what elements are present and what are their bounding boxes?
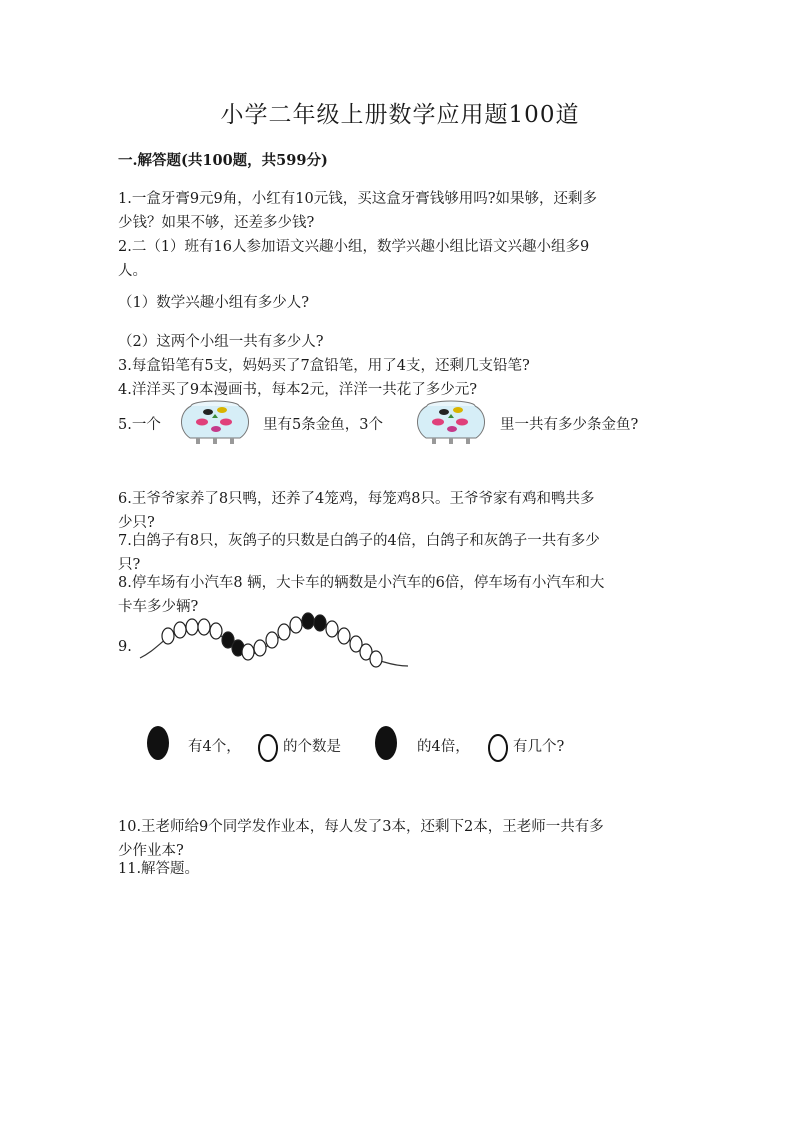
question-2-sub-1: （1）数学兴趣小组有多少人? — [118, 295, 309, 311]
question-2-line-2: 人。 — [118, 263, 147, 279]
question-9-part-1: 有4个， — [188, 739, 241, 755]
question-5-part-3: 里一共有多少条金鱼? — [500, 417, 639, 433]
question-1-line-1: 1.一盒牙膏9元9角，小红有10元钱，买这盒牙膏钱够用吗?如果够，还剩多 — [118, 191, 598, 207]
white-bead — [254, 640, 266, 656]
white-bead — [198, 619, 210, 635]
black-bead — [314, 615, 326, 631]
question-3: 3.每盒铅笔有5支，妈妈买了7盒铅笔，用了4支，还剩几支铅笔? — [118, 358, 530, 374]
question-9-number: 9. — [118, 639, 132, 655]
question-4: 4.洋洋买了9本漫画书，每本2元，洋洋一共花了多少元? — [118, 382, 478, 398]
white-bead — [186, 619, 198, 635]
section-heading: 一.解答题(共100题，共599分) — [118, 152, 328, 169]
white-bead — [290, 617, 302, 633]
question-2-sub-2: （2）这两个小组一共有多少人? — [118, 334, 324, 350]
white-bead — [174, 622, 186, 638]
white-bead — [242, 644, 254, 660]
question-7-line-1: 7.白鸽子有8只，灰鸽子的只数是白鸽子的4倍，白鸽子和灰鸽子一共有多少 — [118, 533, 600, 549]
white-bead — [266, 632, 278, 648]
white-bead — [326, 621, 338, 637]
question-2-line-1: 2.二（1）班有16人参加语文兴趣小组，数学兴趣小组比语文兴趣小组多9 — [118, 239, 590, 255]
white-bead — [210, 623, 222, 639]
page-title: 小学二年级上册数学应用题100道 — [220, 102, 580, 128]
black-bead-icon — [373, 723, 399, 763]
question-10-line-1: 10.王老师给9个同学发作业本，每人发了3本，还剩下2本，王老师一共有多 — [118, 819, 604, 835]
question-9-part-2: 的个数是 — [283, 739, 341, 755]
question-5-part-1: 5.一个 — [118, 417, 161, 433]
question-8-line-2: 卡车多少辆? — [118, 599, 199, 615]
question-6-line-2: 少只? — [118, 515, 155, 531]
fish-tank-icon — [412, 398, 490, 446]
white-bead — [278, 624, 290, 640]
question-8-line-1: 8.停车场有小汽车8 辆，大卡车的辆数是小汽车的6倍，停车场有小汽车和大 — [118, 575, 605, 591]
question-1-line-2: 少钱？如果不够，还差多少钱? — [118, 215, 315, 231]
black-bead-icon — [145, 723, 171, 763]
white-bead — [338, 628, 350, 644]
fish-tank-icon — [176, 398, 254, 446]
question-6-line-1: 6.王爷爷家养了8只鸭，还养了4笼鸡，每笼鸡8只。王爷爷家有鸡和鸭共多 — [118, 491, 595, 507]
question-11: 11.解答题。 — [118, 861, 200, 877]
white-bead — [370, 651, 382, 667]
black-bead — [302, 613, 314, 629]
white-bead-icon — [257, 733, 279, 763]
bead-string-figure — [136, 610, 416, 672]
question-9-part-4: 有几个? — [513, 739, 565, 755]
question-9-part-3: 的4倍， — [417, 739, 470, 755]
question-5-part-2: 里有5条金鱼，3个 — [263, 417, 383, 433]
question-7-line-2: 只? — [118, 557, 141, 573]
question-10-line-2: 少作业本? — [118, 843, 184, 859]
white-bead — [162, 628, 174, 644]
white-bead-icon — [487, 733, 509, 763]
